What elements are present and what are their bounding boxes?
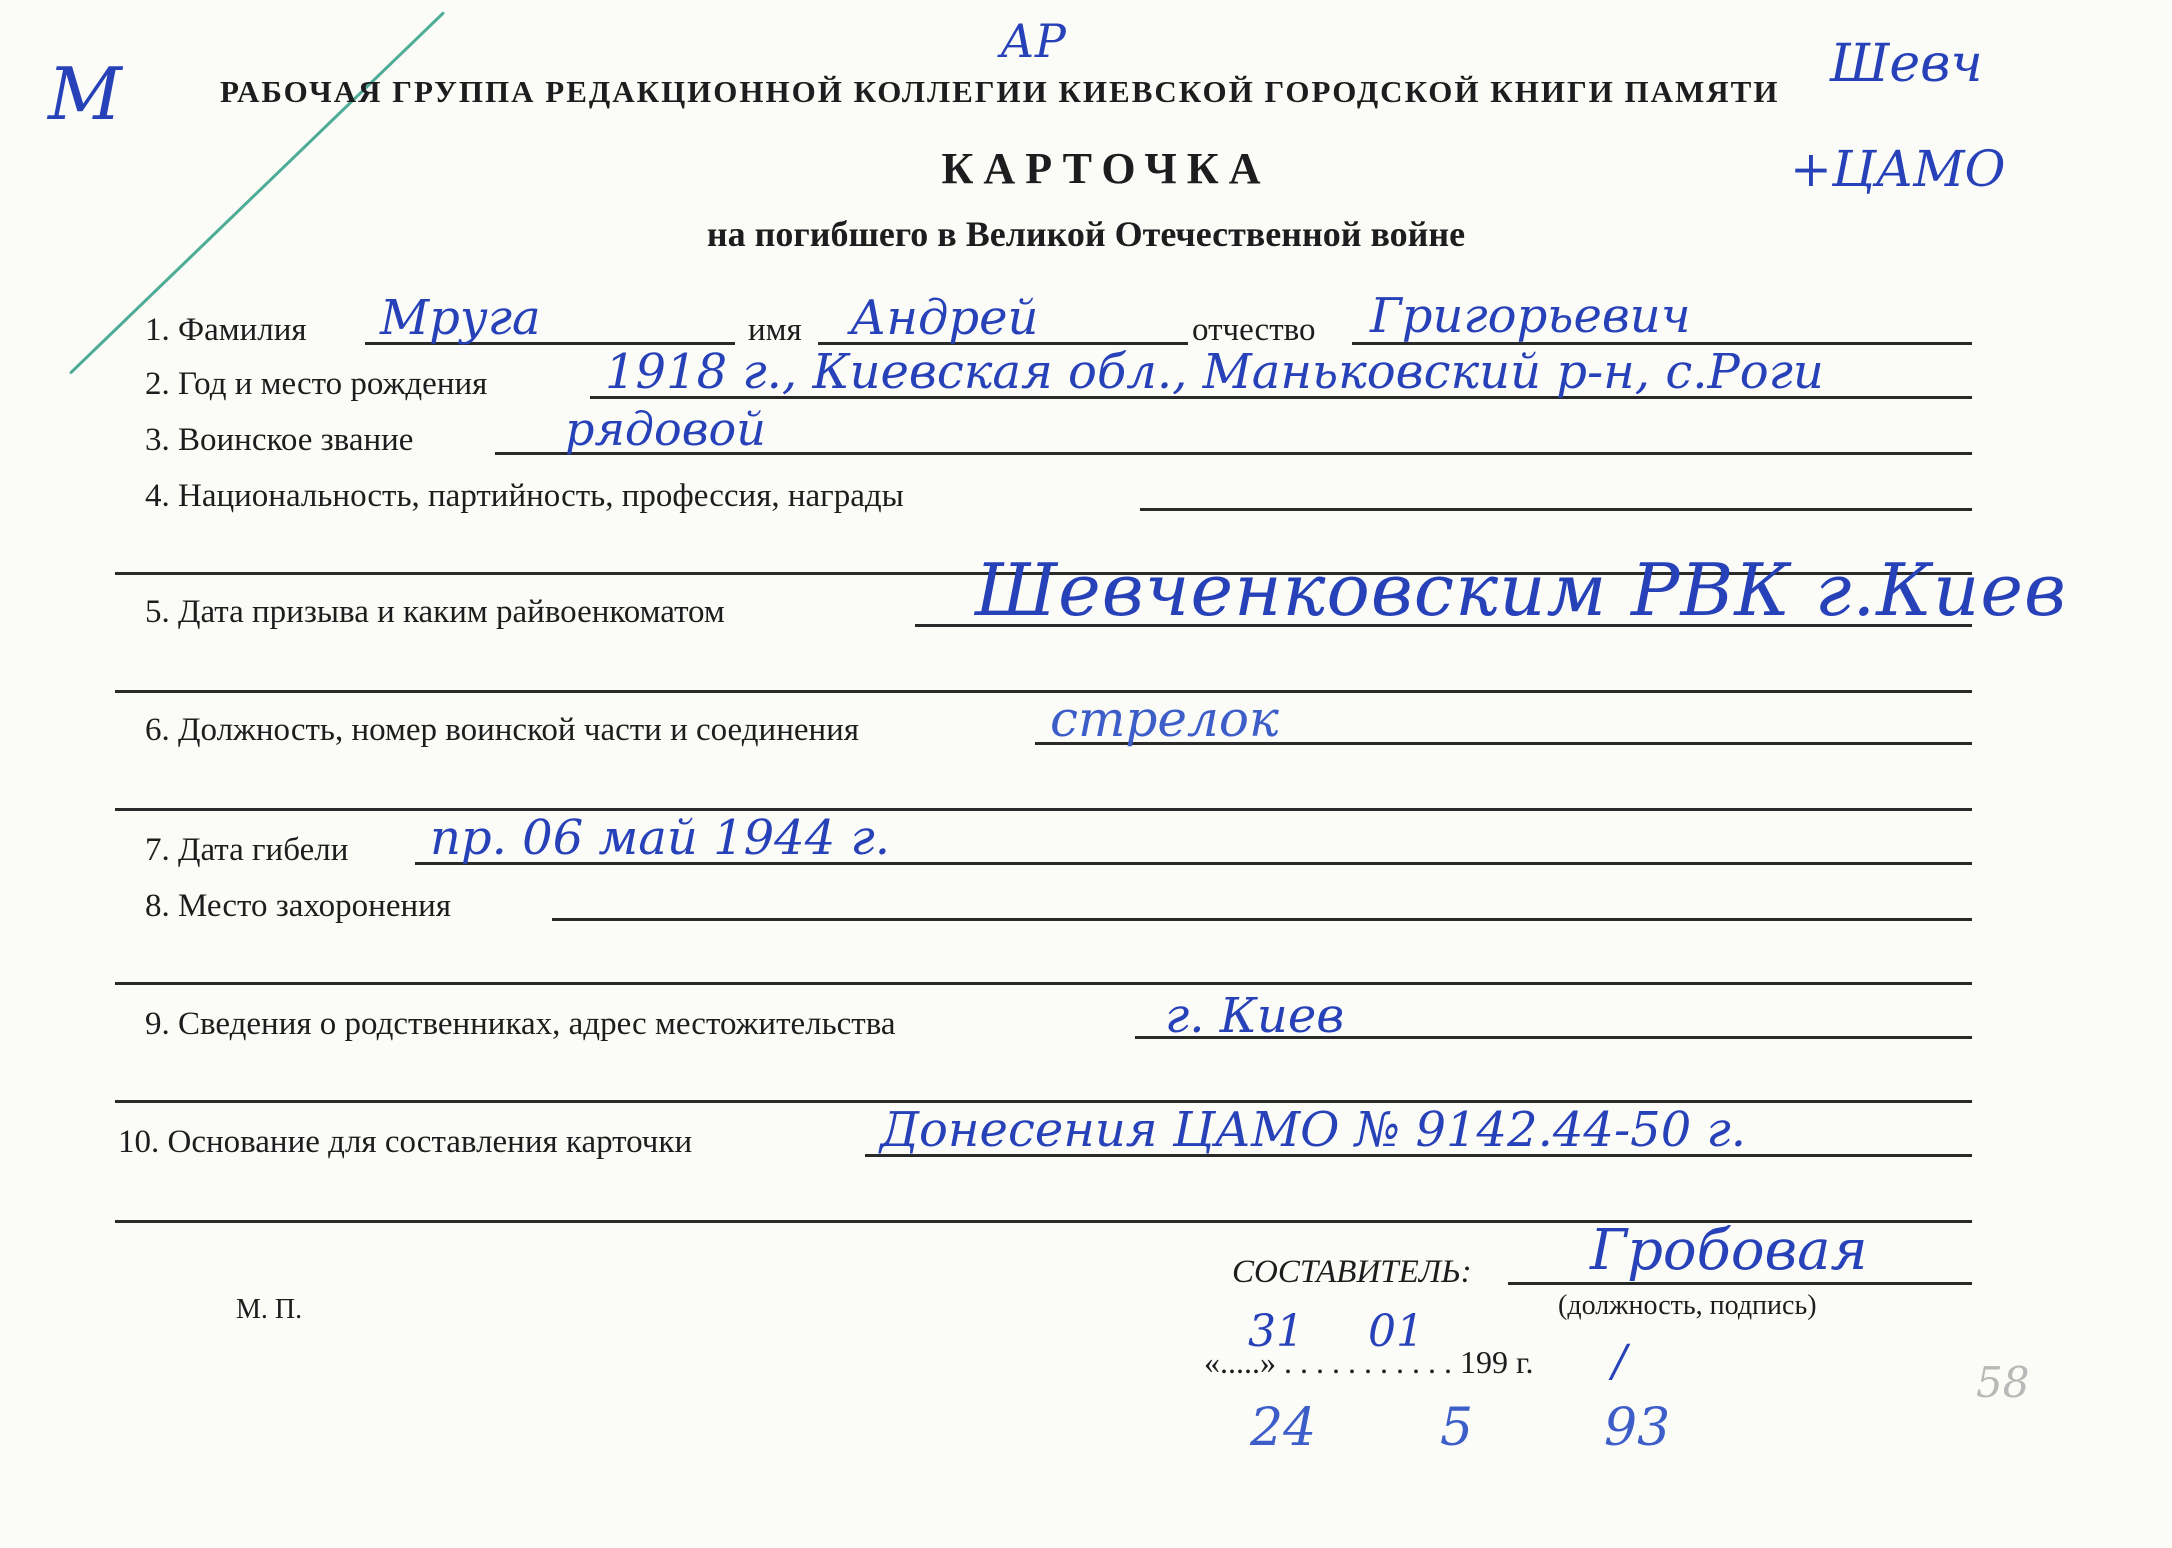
field-relatives-label: 9. Сведения о родственниках, адрес местожительства — [145, 1006, 896, 1042]
date2-year: 93 — [1604, 1398, 1671, 1458]
top-initials: АР — [1000, 14, 1066, 68]
year-suffix: / — [1612, 1336, 1627, 1387]
date-line: «.....» . . . . . . . . . . . 199 г. — [1204, 1344, 1534, 1380]
field-conscription-line-2 — [115, 690, 1972, 693]
field-burial-line — [552, 918, 1972, 921]
signature: Гробовая — [1590, 1218, 1868, 1283]
field-name-label: имя — [748, 312, 802, 348]
date-day: 31 — [1248, 1306, 1304, 1357]
stamp-label: М. П. — [236, 1294, 303, 1325]
field-patronymic-label: отчество — [1192, 312, 1316, 348]
corner-mark: М — [48, 52, 122, 136]
field-patronymic-value: Григорьевич — [1370, 288, 1691, 344]
field-conscription-value: Шевченковским РВК г.Киев — [975, 548, 2067, 632]
header-text: РАБОЧАЯ ГРУППА РЕДАКЦИОННОЙ КОЛЛЕГИИ КИЕВСКОЙ ГОРОДСКОЙ КНИГИ ПАМЯТИ — [220, 74, 1780, 109]
date2-month: 5 — [1440, 1398, 1474, 1458]
corner-number: 58 — [1976, 1358, 2030, 1407]
field-basis-label: 10. Основание для составления карточки — [118, 1124, 693, 1160]
field-birth-value: 1918 г., Киевская обл., Маньковский р-н, с.Роги — [605, 344, 1824, 400]
position-sign-label: (должность, подпись) — [1558, 1290, 1817, 1321]
date2-day: 24 — [1250, 1398, 1317, 1458]
field-death-date-value: пр. 06 май 1944 г. — [430, 810, 891, 866]
top-right-note-2: +ЦАМО — [1790, 140, 2006, 198]
field-nationality-label: 4. Национальность, партийность, профессия, награды — [145, 478, 904, 514]
field-name-value: Андрей — [850, 290, 1039, 346]
top-right-note: Шевч — [1830, 34, 1983, 94]
field-rank-value: рядовой — [565, 402, 766, 456]
field-basis-value: Донесения ЦАМО № 9142.44-50 г. — [880, 1102, 1747, 1158]
field-position-label: 6. Должность, номер воинской части и соединения — [145, 712, 859, 748]
field-burial-line-2 — [115, 982, 1972, 985]
field-burial-label: 8. Место захоронения — [145, 888, 451, 924]
card-subtitle: на погибшего в Великой Отечественной войне — [706, 214, 1466, 254]
field-conscription-label: 5. Дата призыва и каким райвоенкоматом — [145, 594, 725, 630]
card-title: КАРТОЧКА — [941, 144, 1271, 193]
field-position-line-2 — [115, 808, 1972, 811]
compiler-label: СОСТАВИТЕЛЬ: — [1232, 1254, 1472, 1290]
field-birth-label: 2. Год и место рождения — [145, 366, 488, 402]
field-surname-label: 1. Фамилия — [145, 312, 307, 348]
field-rank-label: 3. Воинское звание — [145, 422, 414, 458]
field-surname-value: Мруга — [380, 290, 541, 346]
field-relatives-value: г. Киев — [1165, 988, 1345, 1044]
field-position-value: стрелок — [1050, 690, 1279, 748]
date-month: 01 — [1368, 1306, 1424, 1357]
field-nationality-line — [1140, 508, 1972, 511]
field-death-date-label: 7. Дата гибели — [145, 832, 349, 868]
